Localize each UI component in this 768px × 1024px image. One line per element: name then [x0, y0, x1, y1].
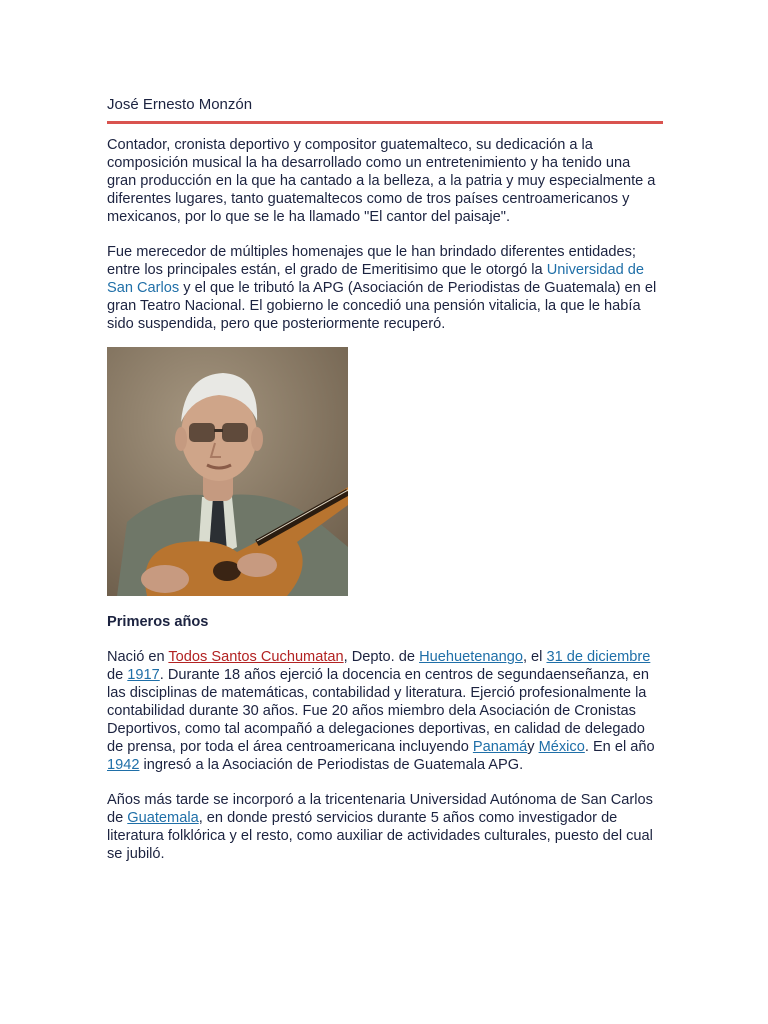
bio-text-2: , Depto. de	[343, 649, 420, 665]
bio-text-6: y	[527, 739, 539, 755]
title-divider	[107, 121, 663, 124]
bio-text-3: , el	[522, 649, 547, 665]
link-todos-santos[interactable]: Todos Santos Cuchumatan	[168, 649, 344, 665]
bio-text-1: Nació en	[107, 649, 169, 665]
link-birth-date[interactable]: 31 de diciembre	[546, 649, 651, 665]
link-year-1942[interactable]: 1942	[107, 757, 140, 773]
section-heading: Primeros años	[107, 614, 209, 630]
portrait-illustration	[107, 347, 348, 596]
page-title: José Ernesto Monzón	[107, 96, 253, 113]
link-mexico[interactable]: México	[538, 739, 585, 755]
honors-paragraph	[107, 243, 663, 333]
document-page	[107, 96, 663, 863]
bio-text-7: . En el año	[584, 739, 655, 755]
portrait-photo	[107, 347, 348, 596]
bio-text-4: de	[107, 667, 128, 683]
honors-text-2: y el que le tributó la APG (Asociación de Periodistas de Guatemala) en el gran Teatro Nacional. El gobierno le concedió una pensión vitalicia, la que le había sido suspendida, pero que posteriormente recuperó.	[107, 280, 657, 332]
career-paragraph	[107, 791, 663, 863]
bio-text-8: ingresó a la Asociación de Periodistas de Guatemala APG.	[139, 757, 524, 773]
link-huehuetenango[interactable]: Huehuetenango	[419, 649, 523, 665]
link-guatemala[interactable]: Guatemala	[127, 810, 199, 826]
honors-text-1: Fue merecedor de múltiples homenajes que le han brindado diferentes entidades; entre los principales están, el grado de Emeritisimo que le otorgó la	[107, 244, 636, 278]
intro-paragraph: Contador, cronista deportivo y compositor guatemalteco, su dedicación a la composición musical la ha desarrollado como un entretenimiento y ha tenido una gran producción en la que ha cantado a la belleza, a la patria y muy especialmente a diferentes lugares, tanto guatemaltecos como de tros países centroamericanos y mexicanos, por lo que se le ha llamado "El cantor del paisaje".	[107, 137, 656, 225]
biography-paragraph	[107, 648, 663, 774]
career-text-2: , en donde prestó servicios durante 5 años como investigador de literatura folklórica y el resto, como auxiliar de actividades culturales, puesto del cual se jubiló.	[107, 810, 653, 862]
bio-text-5: . Durante 18 años ejerció la docencia en centros de segundaenseñanza, en las disciplinas de matemáticas, contabilidad y literatura. Ejerció profesionalmente la contabilidad durante 30 años. Fue 20 años miembro dela Asociación de Cronistas Deportivos, como tal acompañó a delegaciones deportivas, en calidad de delegado de prensa, por toda el área centroamericana incluyendo	[107, 667, 649, 755]
career-text-1: Años más tarde se incorporó a la tricentenaria Universidad Autónoma de San Carlos de	[107, 792, 653, 826]
link-universidad-san-carlos[interactable]: Universidad de San Carlos	[107, 262, 645, 296]
link-panama[interactable]: Panamá	[472, 739, 528, 755]
link-year-1917[interactable]: 1917	[127, 667, 160, 683]
